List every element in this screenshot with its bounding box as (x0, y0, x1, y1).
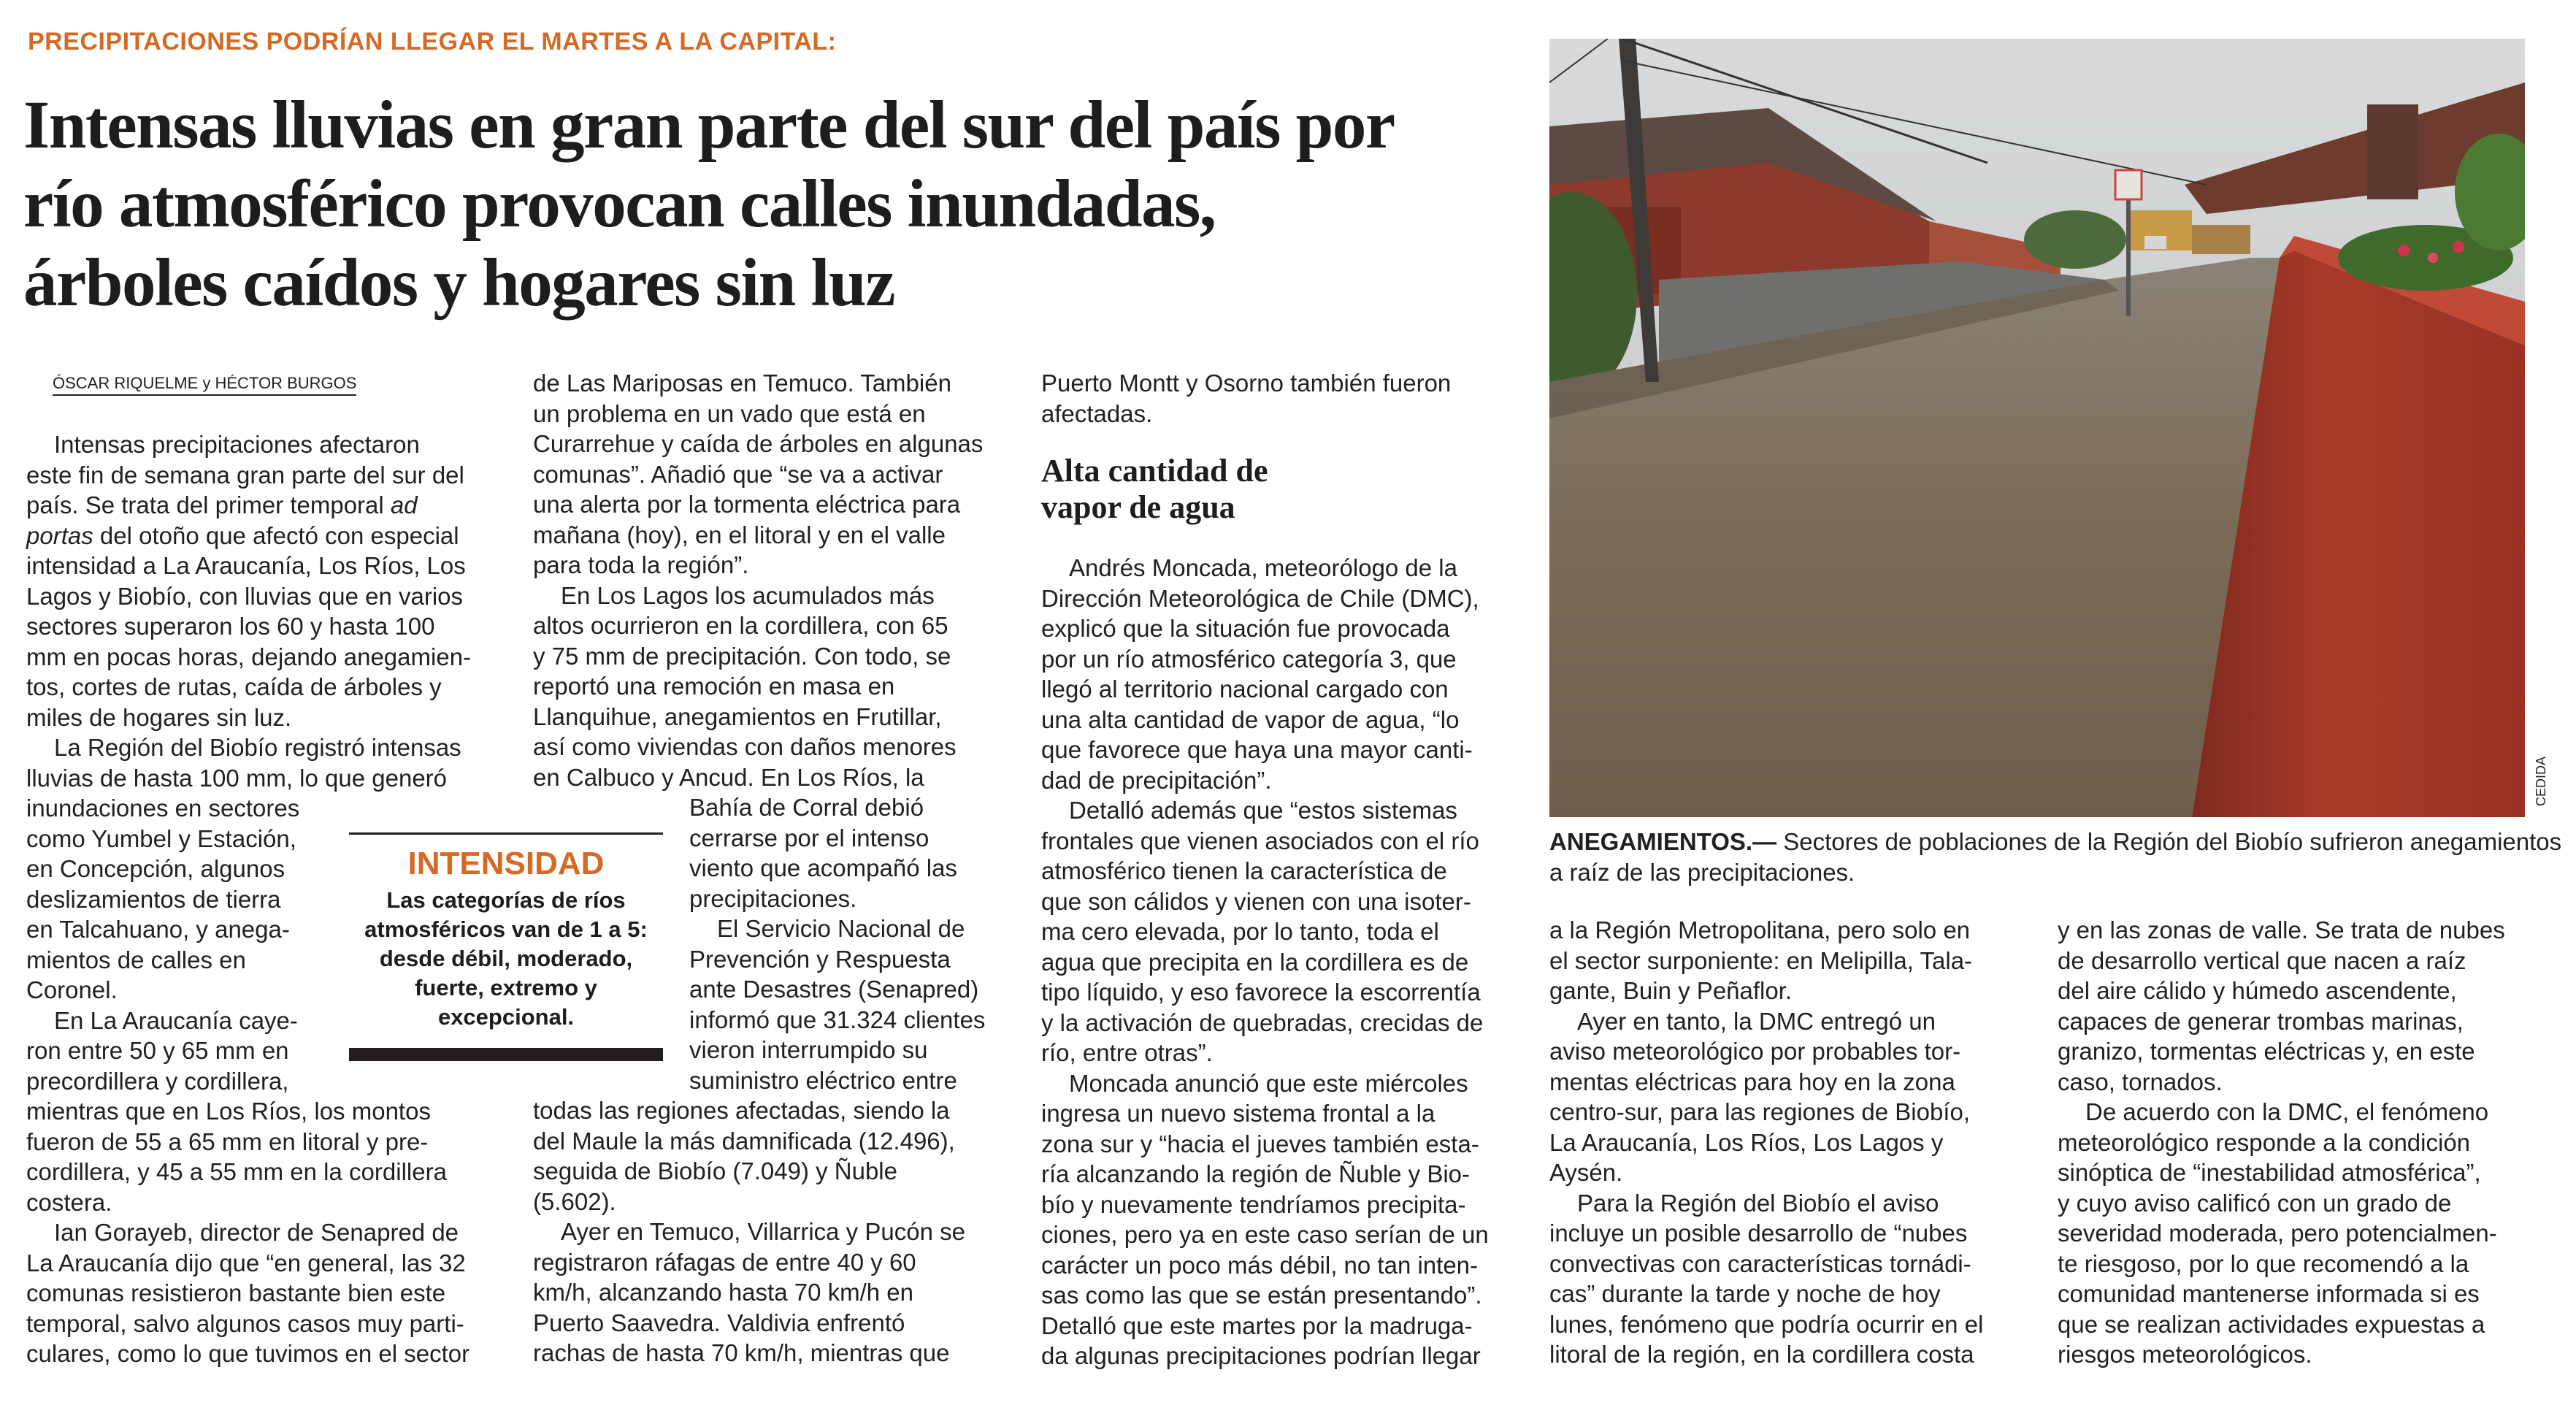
text-line: Andrés Moncada, meteorólogo de la (1069, 554, 1457, 581)
text-line: La Región del Biobío registró intensas (54, 734, 461, 761)
text-line: Intensas precipitaciones afectaron (54, 431, 420, 458)
article-column-3-top (1041, 368, 1451, 429)
text-line: centro-sur, para las regiones de Biobío, (1549, 1098, 1971, 1125)
text-line: vieron interrumpido su (689, 1036, 928, 1063)
text-line: una alerta por la tormenta eléctrica para (533, 491, 961, 518)
text-segment: país. Se trata del primer temporal (26, 491, 384, 518)
text-line: reportó una remoción en masa en (533, 673, 895, 700)
text-line: (5.602). (533, 1187, 616, 1215)
text-line: La Araucanía, Los Ríos, Los Lagos y (1549, 1128, 1944, 1156)
text-line: tos, cortes de rutas, caída de árboles y (26, 673, 442, 700)
text-line: cordillera, y 45 a 55 mm en la cordillera (26, 1158, 447, 1185)
text-line: y la activación de quebradas, crecidas de (1041, 1008, 1484, 1036)
text-line: registraron ráfagas de entre 40 y 60 (533, 1248, 916, 1276)
article-column-2-narrow (689, 792, 985, 1095)
subhead-line: Alta cantidad de (1041, 453, 1268, 489)
text-line: precipitaciones. (689, 884, 857, 912)
text-line: La Araucanía dijo que “en general, las 32 (26, 1249, 466, 1276)
callout-bottom-rule (349, 1048, 663, 1061)
text-line: sas como las que se están presentando”. (1041, 1282, 1482, 1309)
text-line (26, 521, 471, 551)
text-line: comunas resistieron bastante bien este (26, 1279, 446, 1306)
text-line: riesgos meteorológicos. (2058, 1341, 2312, 1368)
text-line: mm en pocas horas, dejando anegamien- (26, 643, 472, 670)
text-line: Puerto Saavedra. Valdivia enfrentó (533, 1309, 905, 1336)
flower (2428, 253, 2438, 263)
text-line: inundaciones en sectores (26, 795, 300, 822)
text-line: Bahía de Corral debió (689, 794, 924, 821)
callout-line: atmosféricos van de 1 a 5: (364, 916, 648, 942)
subhead-line: vapor de agua (1041, 489, 1235, 525)
intensity-callout (349, 832, 663, 1061)
text-line: Coronel. (26, 976, 118, 1003)
text-line: De acuerdo con la DMC, el fenómeno (2085, 1098, 2489, 1125)
text-line: temporal, salvo algunos casos muy parti- (26, 1309, 464, 1337)
callout-line: excepcional. (437, 1004, 575, 1030)
text-line: el sector surponiente: en Melipilla, Tala- (1549, 946, 1973, 974)
text-line: aviso meteorológico por probables tor- (1549, 1038, 1961, 1065)
sign-post (2126, 185, 2131, 316)
text-line: culares, como lo que tuvimos en el sector (26, 1340, 470, 1367)
caption-line (1549, 827, 2562, 857)
text-line: capaces de generar trombas marinas, (2058, 1007, 2464, 1035)
callout-line: fuerte, extremo y (415, 975, 597, 1000)
byline: ÓSCAR RIQUELME y HÉCTOR BURGOS (53, 374, 356, 396)
text-line: suministro eléctrico entre (689, 1066, 957, 1094)
text-line: cas” durante la tarde y noche de hoy (1549, 1280, 1941, 1307)
text-line: meteorológico responde a la condición (2058, 1128, 2471, 1156)
text-line: caso, tornados. (2058, 1068, 2223, 1095)
text-line: Llanquihue, anegamientos en Frutillar, (533, 702, 942, 730)
caption-label: ANEGAMIENTOS.— (1549, 828, 1777, 855)
text-line: informó que 31.324 clientes (689, 1006, 986, 1033)
text-line: altos ocurrieron en la cordillera, con 65 (533, 612, 948, 639)
text-line: km/h, alcanzando hasta 70 km/h en (533, 1279, 913, 1306)
text-line: costera. (26, 1188, 112, 1216)
photo-caption (1549, 827, 2562, 887)
article-column-3 (1041, 553, 1489, 1371)
text-line: afectadas. (1041, 399, 1153, 427)
text-line: Aysén. (1549, 1159, 1623, 1186)
text-line: lunes, fenómeno que podría ocurrir en el (1549, 1310, 1984, 1338)
text-line: El Servicio Nacional de (717, 915, 965, 942)
text-line: Detalló que este martes por la madruga- (1041, 1312, 1473, 1339)
text-line: frontales que vienen asociados con el río (1041, 827, 1479, 854)
text-line: dad de precipitación”. (1041, 766, 1272, 794)
flower (2453, 241, 2464, 253)
text-line: rachas de hasta 70 km/h, mientras que (533, 1339, 950, 1366)
headline (23, 86, 1542, 323)
callout-body (349, 886, 663, 1032)
photo-credit: CEDIDA (2534, 756, 2548, 806)
text-line: Ayer en tanto, la DMC entregó un (1577, 1007, 1936, 1035)
text-line: de desarrollo vertical que nacen a raíz (2058, 946, 2466, 974)
text-line: ingresa un nuevo sistema frontal a la (1041, 1100, 1435, 1127)
text-line: explicó que la situación fue provocada (1041, 615, 1450, 642)
caption-text: Sectores de poblaciones de la Región del Biobío sufrieron anegamientos (1776, 828, 2562, 855)
text-line: Dirección Meteorológica de Chile (DMC), (1041, 584, 1479, 612)
text-line: que son cálidos y vienen con una isoter- (1041, 887, 1471, 915)
traffic-sign (2115, 170, 2142, 199)
text-line: viento que acompañó las (689, 854, 957, 881)
text-line: para toda la región”. (533, 551, 749, 578)
text-line: lluvias de hasta 100 mm, lo que generó (26, 764, 448, 792)
text-line: del Maule la más damnificada (12.496), (533, 1127, 955, 1155)
flower (2398, 245, 2410, 256)
text-line: ría alcanzando la región de Ñuble y Bio- (1041, 1160, 1471, 1187)
text-line: en Calbuco y Ancud. En Los Ríos, la (533, 763, 924, 791)
text-line: bío y nuevamente tendríamos precipita- (1041, 1190, 1466, 1218)
text-line: del aire cálido y húmedo ascendente, (2058, 977, 2457, 1004)
text-line: llegó al territorio nacional cargado con (1041, 675, 1449, 702)
text-line: mañana (hoy), en el litoral y en el valle (533, 521, 946, 548)
text-line: de Las Mariposas en Temuco. También (533, 370, 951, 397)
text-line: mientras que en Los Ríos, los montos (26, 1098, 431, 1125)
text-line: que se realizan actividades expuestas a (2058, 1310, 2485, 1338)
callout-top-rule (349, 832, 663, 835)
text-line: a la Región Metropolitana, pero solo en (1549, 916, 1971, 943)
text-line: ron entre 50 y 65 mm en (26, 1037, 289, 1064)
text-line: severidad moderada, pero potencialmen- (2058, 1220, 2497, 1247)
callout-line: desde débil, moderado, (379, 946, 633, 971)
text-line: así como viviendas con daños menores (533, 733, 957, 760)
section-subhead (1041, 453, 1268, 526)
text-segment: del otoño que afectó con especial (99, 521, 459, 549)
text-line: por un río atmosférico categoría 3, que (1041, 645, 1457, 673)
car (2144, 236, 2166, 249)
text-line: da algunas precipitaciones podrían llegar (1041, 1342, 1481, 1369)
text-line: gante, Buin y Peñaflor. (1549, 977, 1793, 1004)
text-line: Para la Región del Biobío el aviso (1577, 1189, 1939, 1217)
italic-text: portas (26, 521, 93, 549)
text-line: en Talcahuano, y anega- (26, 916, 290, 943)
text-line: y cuyo aviso calificó con un grado de (2058, 1189, 2452, 1217)
text-line: intensidad a La Araucanía, Los Ríos, Los (26, 552, 466, 579)
text-line: y 75 mm de precipitación. Con todo, se (533, 642, 951, 670)
flooded-street-photo (1549, 39, 2525, 817)
headline-line: Intensas lluvias en gran parte del sur del país por (23, 88, 1395, 163)
text-line: río, entre otras”. (1041, 1039, 1213, 1066)
text-line: En Los Lagos los acumulados más (561, 581, 935, 609)
text-line: Detalló además que “estos sistemas (1069, 797, 1457, 824)
article-column-2 (533, 368, 983, 792)
text-line: Moncada anunció que este miércoles (1069, 1069, 1468, 1097)
text-line: este fin de semana gran parte del sur del (26, 461, 464, 489)
text-line: un problema en un vado que está en (533, 399, 926, 427)
text-line: comunidad mantenerse informada si es (2058, 1280, 2480, 1307)
text-line: litoral de la región, en la cordillera costa (1549, 1341, 1974, 1368)
text-line: Ian Gorayeb, director de Senapred de (54, 1219, 459, 1246)
text-line: ante Desastres (Senapred) (689, 976, 979, 1003)
text-line: seguida de Biobío (7.049) y Ñuble (533, 1157, 897, 1184)
distant-house (2192, 225, 2250, 254)
text-line: en Concepción, algunos (26, 855, 285, 882)
text-line: Lagos y Biobío, con lluvias que en varios (26, 582, 464, 610)
text-line: Curarrehue y caída de árboles en algunas (533, 430, 984, 457)
text-line (26, 490, 471, 521)
text-line: zona sur y “hacia el jueves también esta- (1041, 1130, 1479, 1157)
italic-text: ad (390, 491, 418, 518)
text-line: convectivas con características tornádi- (1549, 1249, 1971, 1277)
text-line: Prevención y Respuesta (689, 945, 951, 973)
text-line: todas las regiones afectadas, siendo la (533, 1097, 950, 1124)
text-line: sectores superaron los 60 y hasta 100 (26, 613, 435, 640)
kicker: PRECIPITACIONES PODRÍAN LLEGAR EL MARTES A LA CAPITAL: (28, 28, 837, 55)
text-line: cerrarse por el intenso (689, 824, 929, 851)
text-line: carácter un poco más débil, no tan inten- (1041, 1251, 1479, 1279)
text-line: como Yumbel y Estación, (26, 824, 296, 852)
text-line: una alta cantidad de vapor de agua, “lo (1041, 705, 1460, 733)
callout-line: Las categorías de ríos (386, 887, 626, 913)
text-line: mentas eléctricas para hoy en la zona (1549, 1068, 1955, 1095)
text-line: y en las zonas de valle. Se trata de nubes (2058, 916, 2505, 943)
text-line: precordillera y cordillera, (26, 1067, 289, 1095)
text-line: te riesgoso, por lo que recomendó a la (2058, 1249, 2469, 1277)
headline-line: río atmosférico provocan calles inundadas, (23, 166, 1216, 242)
callout-title: INTENSIDAD (407, 846, 605, 881)
text-line: granizo, tormentas eléctricas y, en este (2058, 1038, 2475, 1065)
chimney (2367, 104, 2418, 199)
text-line: deslizamientos de tierra (26, 885, 281, 913)
headline-line: árboles caídos y hogares sin luz (23, 245, 894, 321)
text-line: ma cero elevada, por lo tanto, toda el (1041, 918, 1439, 945)
text-line: Ayer en Temuco, Villarrica y Pucón se (561, 1218, 965, 1245)
text-line: atmosférico tienen la característica de (1041, 857, 1447, 884)
text-line: agua que precipita en la cordillera es de (1041, 948, 1469, 976)
text-line: ciones, pero ya en este caso serían de un (1041, 1221, 1489, 1248)
text-line: comunas”. Añadió que “se va a activar (533, 460, 943, 488)
tree (2024, 210, 2126, 269)
text-line: incluye un posible desarrollo de “nubes (1549, 1220, 1968, 1247)
text-line: sinóptica de “inestabilidad atmosférica”, (2058, 1159, 2481, 1186)
text-line: tipo líquido, y eso favorece la escorrentía (1041, 979, 1481, 1006)
caption-line: a raíz de las precipitaciones. (1549, 858, 1855, 886)
text-line: que favorece que haya una mayor canti- (1041, 736, 1473, 763)
text-line: mientos de calles en (26, 946, 246, 973)
text-line: En La Araucanía caye- (54, 1006, 298, 1034)
text-line: Puerto Montt y Osorno también fueron (1041, 370, 1452, 397)
article-column-5 (2058, 915, 2505, 1370)
article-column-4 (1549, 915, 1983, 1370)
text-line: fueron de 55 a 65 mm en litoral y pre- (26, 1128, 429, 1155)
article-column-2-lower (533, 1095, 965, 1368)
text-line: miles de hogares sin luz. (26, 703, 292, 731)
photo-illustration (1549, 39, 2525, 817)
